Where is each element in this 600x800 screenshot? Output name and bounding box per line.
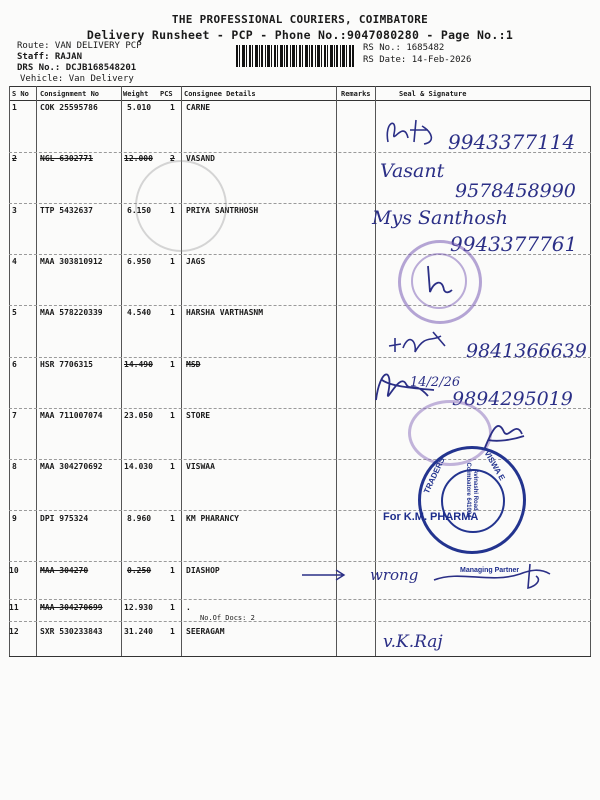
row-separator	[9, 621, 591, 622]
row-weight: 6.950	[127, 257, 152, 266]
km-pharma-stamp: For K.M. PHARMA	[383, 511, 479, 523]
row-weight: 31.240	[124, 627, 153, 636]
row-pcs: 1	[170, 462, 175, 471]
phone-row2: 9578458990	[455, 180, 576, 202]
row-consignee: SEERAGAM	[186, 627, 225, 636]
header-seal: Seal & Signature	[399, 90, 467, 98]
row-separator	[9, 599, 591, 600]
row-pcs: 1	[170, 103, 175, 112]
col-divider	[36, 86, 37, 656]
row-pcs: 1	[170, 627, 175, 636]
row-weight: 5.010	[127, 103, 152, 112]
row-consignment: MAA 303810912	[40, 257, 103, 266]
row-weight: 12.000	[124, 154, 153, 163]
row-weight: 8.960	[127, 514, 152, 523]
header-consignee: Consignee Details	[184, 90, 256, 98]
row-consignment: HSR 7706315	[40, 360, 93, 369]
row-consignee: STORE	[186, 411, 211, 420]
remark-row10: wrong	[370, 566, 419, 584]
barcode	[236, 45, 354, 67]
row-weight: 0.250	[127, 566, 152, 575]
row-sno: 7	[12, 411, 17, 420]
signature-row1-icon	[380, 112, 440, 152]
signature-row2: Vasant	[380, 160, 445, 182]
header-pcs: PCS	[160, 90, 173, 98]
row-weight: 6.150	[127, 206, 152, 215]
row-consignee: HARSHA VARTHASNM	[186, 308, 264, 317]
row-consignee: PRIYA SANTRHOSH	[186, 206, 259, 215]
row-pcs: 1	[170, 603, 175, 612]
runsheet-title: Delivery Runsheet - PCP - Phone No.:9047080280 - Page No.:1	[86, 28, 514, 42]
row-separator	[9, 203, 591, 204]
row-consignment: COK 25595786	[40, 103, 98, 112]
row-sno: 1	[12, 103, 17, 112]
row-weight: 14.490	[124, 360, 153, 369]
row-sno: 8	[12, 462, 17, 471]
row-sno: 9	[12, 514, 17, 523]
row-consignment: MAA 578220339	[40, 308, 103, 317]
row-sno: 11	[9, 603, 19, 612]
table-bottom-border	[9, 656, 591, 657]
date-row6: 14/2/26	[410, 375, 461, 390]
col-divider	[590, 86, 591, 656]
row-consignee: VISWAA	[186, 462, 215, 471]
row-consignment: MAA 304270	[40, 566, 89, 575]
header-sno: S No	[12, 90, 29, 98]
table-header-border	[9, 100, 591, 101]
header-consignment: Consignment No	[40, 90, 100, 98]
row-pcs: 1	[170, 411, 175, 420]
row-pcs: 1	[170, 308, 175, 317]
row-consignee: JAGS	[186, 257, 206, 266]
row-pcs: 1	[170, 257, 175, 266]
col-divider	[121, 86, 122, 656]
row-weight: 4.540	[127, 308, 152, 317]
row-consignment: MAA 304270699	[40, 603, 103, 612]
row-consignee: VASAND	[186, 154, 215, 163]
header-remarks: Remarks	[341, 90, 371, 98]
phone-row1: 9943377114	[448, 130, 576, 154]
row-sno: 5	[12, 308, 17, 317]
company-title: THE PROFESSIONAL COURIERS, COIMBATORE	[171, 13, 429, 26]
row-weight: 12.930	[124, 603, 153, 612]
rs-number: RS No.: 1685482	[363, 43, 445, 53]
row-separator	[9, 305, 591, 306]
row-consignee: .	[186, 603, 191, 612]
row-consignment: NGL 6302771	[40, 154, 93, 163]
phone-row5: 9841366639	[466, 340, 587, 362]
row-consignee: KM PHARANCY	[186, 514, 239, 523]
row-consignee: MSD	[186, 360, 201, 369]
route-label: Route: VAN DELIVERY PCP	[17, 41, 142, 51]
row-weight: 14.030	[124, 462, 153, 471]
row-sno: 4	[12, 257, 17, 266]
row-pcs: 1	[170, 566, 175, 575]
row-sno: 3	[12, 206, 17, 215]
row-sno: 10	[9, 566, 19, 575]
header-weight: Weight	[123, 90, 149, 98]
rs-date: RS Date: 14-Feb-2026	[363, 55, 472, 65]
table-top-border	[9, 86, 591, 87]
viswa-stamp-left-text: TRADERS	[422, 456, 447, 495]
row-consignment: MAA 711007074	[40, 411, 103, 420]
arrow-icon	[300, 568, 348, 582]
managing-partner-stamp: Managing Partner	[460, 567, 520, 574]
signature-row4-icon	[420, 262, 460, 298]
viswa-stamp-top-text: VISWA E	[482, 448, 507, 483]
signature-row12: v.K.Raj	[383, 632, 443, 652]
viswa-traders-stamp-icon	[418, 446, 526, 554]
signature-row10-icon	[430, 560, 560, 592]
row-consignment: DPI 975324	[40, 514, 89, 523]
faded-stamp-icon	[135, 160, 227, 252]
row-sno: 2	[12, 154, 17, 163]
row-pcs: 1	[170, 206, 175, 215]
row-weight: 23.050	[124, 411, 153, 420]
docs-count-note: No.Of Docs: 2	[200, 614, 255, 622]
row-pcs: 1	[170, 360, 175, 369]
row-sno: 12	[9, 627, 19, 636]
staff-label: Staff: RAJAN	[17, 52, 83, 62]
row-pcs: 1	[170, 514, 175, 523]
row-pcs: 2	[170, 154, 175, 163]
row-sno: 6	[12, 360, 17, 369]
row-consignee: CARNE	[186, 103, 211, 112]
row-consignment: TTP 5432637	[40, 206, 93, 215]
row-consignment: SXR 530233843	[40, 627, 103, 636]
phone-row3: 9943377761	[450, 232, 578, 256]
row-consignment: MAA 304270692	[40, 462, 103, 471]
signature-row5-icon	[385, 322, 465, 362]
viswa-stamp-center-text: Avinashi Road Coimbatore 641004	[465, 462, 478, 518]
drs-label: DRS No.: DCJB168548201	[17, 63, 137, 73]
signature-row3: Mys Santhosh	[372, 207, 508, 229]
row-consignee: DIASHOP	[186, 566, 220, 575]
phone-row6: 9894295019	[452, 388, 573, 410]
vehicle-label: Vehicle: Van Delivery	[20, 74, 134, 84]
